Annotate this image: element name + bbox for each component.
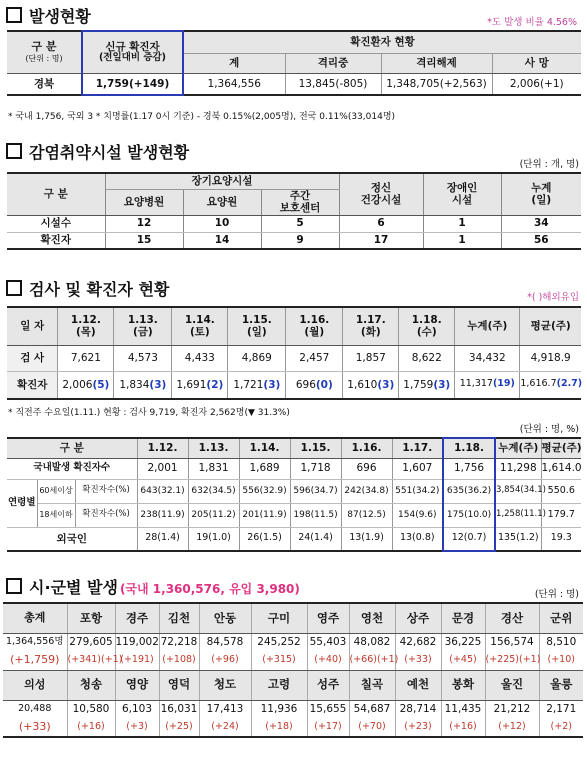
occurrence-footnote: * 국내 1,756, 국외 3 * 치명률(1.17 0시 기준) - 경북 0.15%(2,005명), 전국 0.11%(33,014명) [8,112,396,122]
table-row: 검 사 7,621 4,573 4,433 4,869 2,457 1,857 8,622 34,432 4,918.9 [7,345,581,371]
city-increase: (+24) [199,718,251,737]
city-increase: (+315) [251,651,307,670]
overseas-note: *( )해외유입 [527,292,579,303]
city-increase: (+25) [159,718,199,737]
city-increase: (+17) [307,718,349,737]
highlight-date: 1.18. [443,438,495,458]
city-total: 6,103 [115,700,159,718]
city-name: 포항 [67,603,115,633]
tests-header-date: 일 자 [7,307,58,345]
city-total: 156,574 [485,633,539,651]
city-total: 2,171 [546,703,577,716]
city-name: 군위 [539,603,583,633]
city-name: 영덕 [159,670,199,700]
city-name: 울진 [485,670,539,700]
city-name: 울릉 [539,670,583,700]
city-total: 28,714 [395,700,441,718]
header-deaths: 사 망 [492,53,581,73]
section-title-facilities: 감염취약시설 발생현황 [6,140,189,163]
city-name: 경산 [485,603,539,633]
table-row: 시설수 12 10 5 6 1 34 [7,215,581,232]
table-row: 확진자 15 14 9 17 1 56 [7,232,581,249]
city-total: 1,364,556명 [3,633,67,651]
header-isolating: 격리중 [285,53,381,73]
header-released: 격리해제 [381,53,492,73]
age-table: 구 분 1.12. 1.13. 1.14. 1.15. 1.16. 1.17. 1.18. 누계(주) 평균(주) 국내발생 확진자수 2,001 1,831 1,689 1,718 696 1,607 1,756 11,298 1,614.0 연령별 60세이상 확진자수(%) 643(32.1) 632(34.5) 556(32.9) 596(34.7) 242(34.8) 551(34.2) 635(36.2) 3,854(34.1) 550.6 18세이하 확진자수(%) 238(11.9) 205(11.2) 201(11.9) 198(11.5) 87(12.5) 154(9.6) 175(10.0) 1,258(11.1) 179.7 외국인 28(1.4) 19(1.0) 26(1.5) 24(1.4) 13(1.9) 13(0.8) 12(0.7) 135(1.2) 19.3 [7,437,581,552]
city-increase: (+96) [199,651,251,670]
city-total: 8,510 [546,636,577,649]
city-total: 21,212 [485,700,539,718]
city-increase: (+23) [395,718,441,737]
city-name: 칠곡 [349,670,395,700]
city-increase: (+191) [115,651,159,670]
city-increase: (+225)(+1) [485,651,539,670]
city-name: 청송 [67,670,115,700]
city-total: 42,682 [395,633,441,651]
city-name: 청도 [199,670,251,700]
city-total: 20,488 [3,700,67,718]
city-name: 상주 [395,603,441,633]
facilities-unit: (단위 : 개, 명) [519,159,579,170]
city-total: 55,403 [307,633,349,651]
city-total: 36,225 [441,633,485,651]
city-total: 11,435 [441,700,485,718]
table-row: 외국인 28(1.4) 19(1.0) 26(1.5) 24(1.4) 13(1.9) 13(0.8) 12(0.7) 135(1.2) 19.3 [7,527,581,551]
table-row: 18세이하 확진자수(%) 238(11.9) 205(11.2) 201(11.9) 198(11.5) 87(12.5) 154(9.6) 175(10.0) 1,258(11.1) 179.7 [7,503,581,527]
city-total: 72,218 [159,633,199,651]
facilities-header-cumulative: 누계 (일) [501,173,581,215]
cities-subtitle: (국내 1,360,576, 유입 3,980) [119,582,300,596]
city-name: 영주 [307,603,349,633]
city-increase: (+40) [307,651,349,670]
section-title-tests: 검사 및 확진자 현황 [6,277,169,300]
new-cases-value: 1,759(+149) [82,73,183,95]
total-value: 1,364,556 [183,73,285,95]
city-increase: (+2) [550,720,572,732]
tests-table: 일 자 1.12. (목) 1.13. (금) 1.14. (토) 1.15. (일) 1.16. (월) 1.17. (화) 1.18. (수) 누계(주) 평균(주) 검 사 7,621 4,573 4,433 4,869 2,457 1,857 8,622 34,432 4,918.9 확진자 2,006(5) 1,834(3) 1,691(2) 1,721(3) 696(0) 1,610(3) 1,759(3) 11,317(19) 1,616.7(2.7) [7,306,581,400]
region-label: 경북 [7,73,82,95]
occurrence-table [7,30,581,96]
city-name: 성주 [307,670,349,700]
city-increase: (+3) [115,718,159,737]
city-total: 48,082 [349,633,395,651]
table-row: 연령별 60세이상 확진자수(%) 643(32.1) 632(34.5) 556(32.9) 596(34.7) 242(34.8) 551(34.2) 635(36.2) 3,854(34.1) 550.6 [7,479,581,503]
header-new-cases: 신규 확진자 (전일대비 증감) [82,31,183,73]
facilities-table [7,172,581,250]
city-name: 구미 [251,603,307,633]
facilities-header-gubun: 구 분 [7,173,105,215]
city-name: 안동 [199,603,251,633]
city-total: 16,031 [159,700,199,718]
city-total: 279,605 [67,633,115,651]
city-name: 총계 [3,603,67,633]
header-total: 계 [183,53,285,73]
facilities-header-hospital: 요양병원 [105,189,183,215]
table-row: 국내발생 확진자수 2,001 1,831 1,689 1,718 696 1,607 1,756 11,298 1,614.0 [7,458,581,479]
city-name: 영천 [349,603,395,633]
city-total: 11,936 [251,700,307,718]
city-total: 15,655 [307,700,349,718]
city-total: 245,252 [251,633,307,651]
city-name: 김천 [159,603,199,633]
isolating-value: 13,845(-805) [285,73,381,95]
city-increase: (+108) [159,651,199,670]
city-name: 예천 [395,670,441,700]
city-increase: (+10) [539,651,583,670]
city-total: 54,687 [349,700,395,718]
released-value: 1,348,705(+2,563) [381,73,492,95]
section-title-occurrence: 발생현황 [6,4,91,27]
city-name: 봉화 [441,670,485,700]
city-increase: (+70) [349,718,395,737]
facilities-header-daycare: 주간 보호센터 [261,189,339,215]
city-name: 문경 [441,603,485,633]
header-gubun: 구 분 (단위 : 명) [7,31,82,73]
city-total: 10,580 [67,700,115,718]
facilities-header-disabled: 장애인 시설 [423,173,501,215]
city-increase: (+18) [251,718,307,737]
city-increase: (+33) [395,651,441,670]
facilities-header-mental: 정신 건강시설 [339,173,423,215]
cities-table [3,602,583,738]
age-header-gubun: 구 분 [7,438,137,458]
age-table-unit: (단위 : 명, %) [519,424,579,435]
city-increase: (+16) [441,718,485,737]
city-increase: (+45) [441,651,485,670]
city-increase: (+33) [3,718,67,737]
table-row: 확진자 2,006(5) 1,834(3) 1,691(2) 1,721(3) 696(0) 1,610(3) 1,759(3) 11,317(19) 1,616.7(2.7) [7,371,581,399]
city-name: 고령 [251,670,307,700]
city-increase: (+16) [67,718,115,737]
header-status: 확진환자 현황 [183,31,581,53]
section-title-cities: 시·군별 발생 (국내 1,360,576, 유입 3,980) [6,575,300,598]
city-name: 경주 [115,603,159,633]
previous-week-note: * 직전주 수요일(1.11.) 현황 : 검사 9,719, 확진자 2,562명(▼ 31.3%) [8,408,290,418]
city-total: 17,413 [199,700,251,718]
deaths-value: 2,006(+1) [492,73,581,95]
city-increase: (+66)(+1) [349,651,395,670]
city-total: 84,578 [199,633,251,651]
facilities-header-group: 장기요양시설 [105,173,339,189]
city-name: 영양 [115,670,159,700]
city-increase: (+12) [485,718,539,737]
facilities-header-nursing: 요양원 [183,189,261,215]
city-increase: (+341)(+1) [67,651,115,670]
cities-unit: (단위 : 명) [534,589,579,600]
city-total: 119,002 [115,633,159,651]
province-ratio: *도 발생 비율 4.56% [487,17,577,28]
city-name: 의성 [3,670,67,700]
city-increase: (+1,759) [3,651,67,670]
